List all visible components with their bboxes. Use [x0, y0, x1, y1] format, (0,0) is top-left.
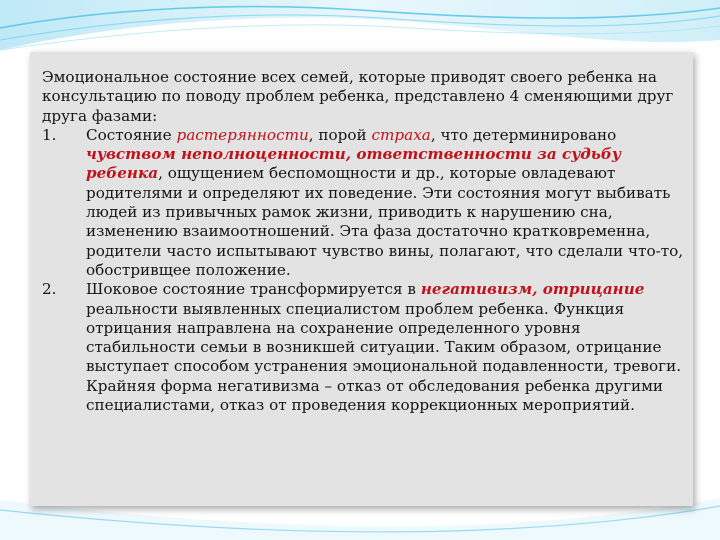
item-text: , порой	[308, 125, 372, 144]
list-number: 1.	[42, 125, 57, 144]
intro-paragraph: Эмоциональное состояние всех семей, которые приводят своего ребенка на консультацию по поводу проблем ребенка, представлено 4 сменяющими друг друга фазами:	[42, 68, 674, 125]
emphasis-text: чувством неполноценности, ответственности за судьбу ребенка	[86, 145, 621, 183]
emphasis-text: негативизм, отрицание	[420, 280, 645, 299]
item-text: , что детерминировано	[430, 125, 617, 144]
emphasis-text: растерянности	[176, 125, 309, 144]
list-item-1	[42, 126, 687, 280]
emphasis-text: страха	[371, 125, 431, 144]
slide-text	[42, 68, 687, 415]
item-text: Состояние	[86, 125, 177, 144]
item-text: реальности выявленных специалистом проблем ребенка. Функция отрицания направлена на сохранение определенного уровня стабильности семьи в возникшей ситуации. Таким образом, отрицание выступает способом устранения эмоциональной подавленности, тревоги. Крайняя форма негативизма – отказ от обследования ребенка другими специалистами, отказ от проведения коррекционных мероприятий.	[86, 299, 682, 415]
item-text: Шоковое состояние трансформируется в	[86, 280, 421, 299]
list-item-2	[42, 280, 687, 415]
list-number: 2.	[42, 280, 57, 299]
item-text: , ощущением беспомощности и др., которые овладевают родителями и определяют их поведение. Эти состояния могут выбивать людей из привычных рамок жизни, приводить к нарушению сна, изменению взаимоотношений. Эта фаза достаточно кратковременна, родители часто испытывают чувство вины, полагают, что сделали что-то, обостривщее положение.	[86, 164, 684, 279]
